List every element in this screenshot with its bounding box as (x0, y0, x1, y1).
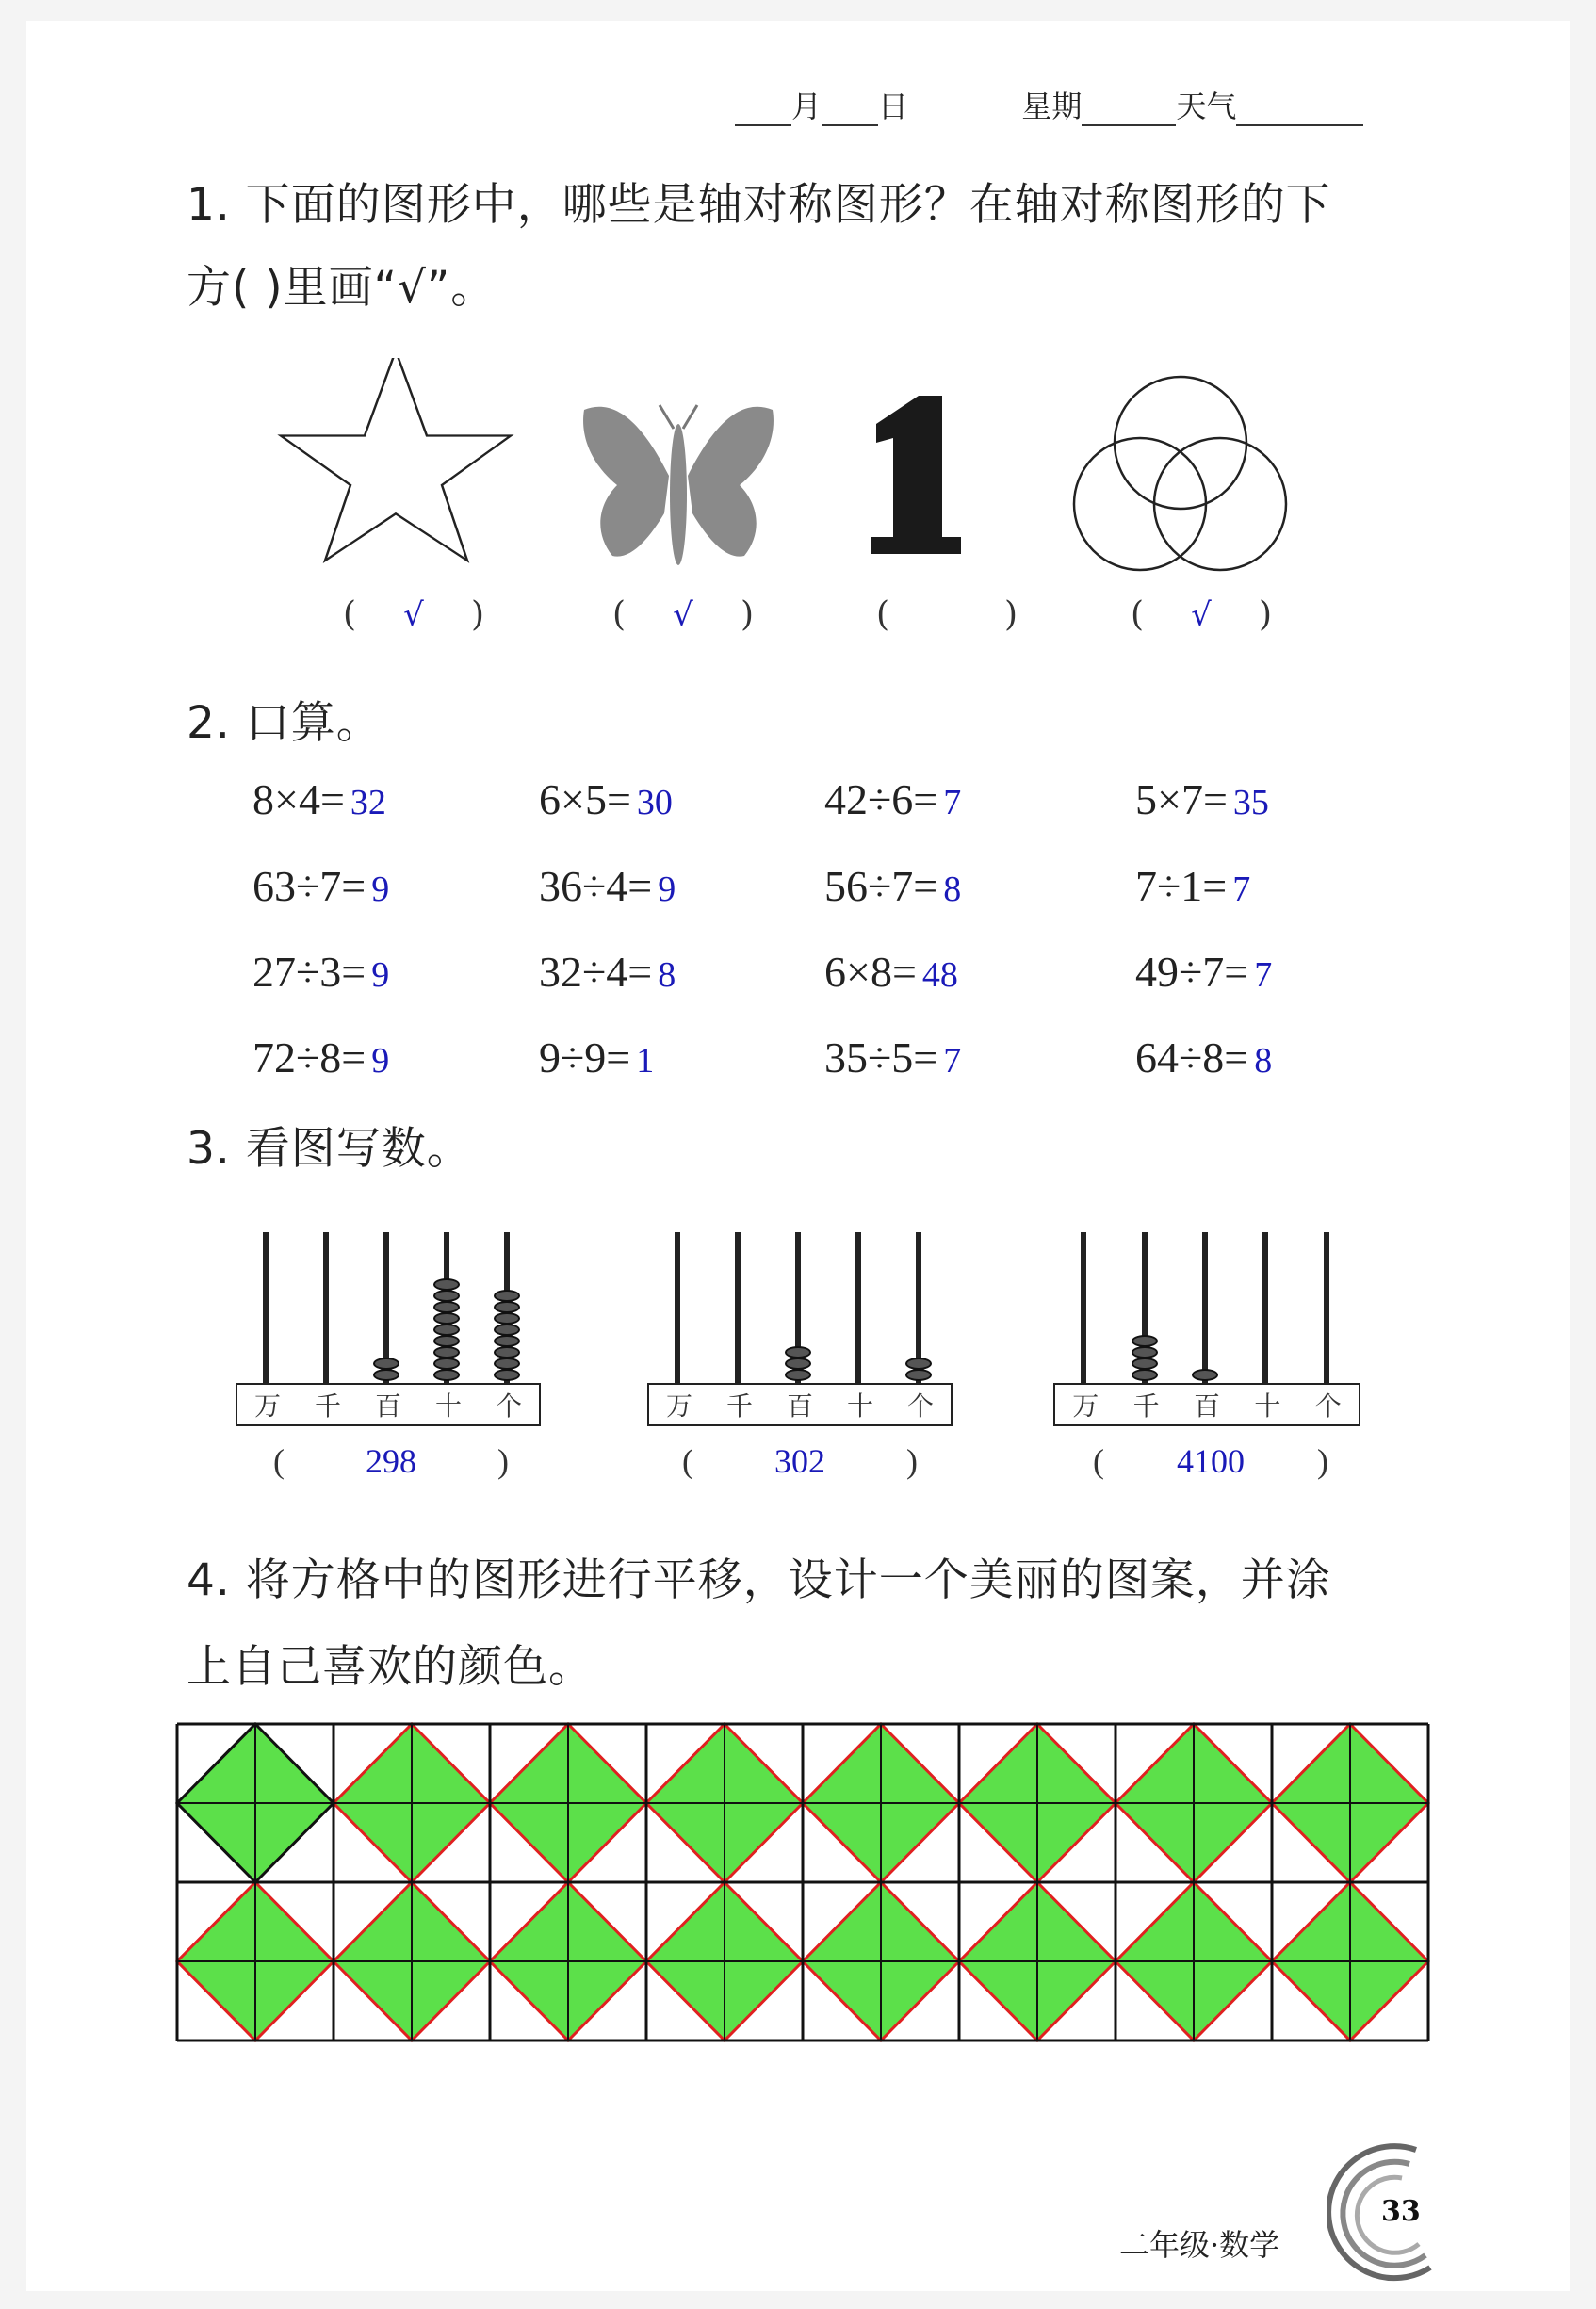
abacus-bead (785, 1358, 811, 1370)
q3-title: 3. 看图写数。 (187, 1123, 472, 1175)
paren-close: ) (497, 1442, 509, 1480)
footer-grade-subject: 二年级·数学 (1119, 2227, 1280, 2263)
day-blank[interactable] (822, 96, 878, 126)
star-answer-mark: √ (403, 595, 424, 634)
q4-pattern-grid[interactable] (175, 1722, 1430, 2042)
abacus-rod (323, 1232, 329, 1383)
place-label: 个 (495, 1390, 522, 1422)
page-number: 33 (1381, 2195, 1421, 2228)
date-header (735, 83, 1363, 126)
paren-close: ) (906, 1442, 918, 1480)
place-label: 千 (725, 1390, 753, 1422)
abacus-answer-value: 302 (774, 1442, 825, 1480)
abacus-bead (433, 1369, 460, 1381)
paren-open: ( (273, 1442, 285, 1480)
weekday-label: 星期 (1021, 89, 1083, 124)
q1-line1: 1. 下面的图形中，哪些是轴对称图形？在轴对称图形的下 (187, 179, 1331, 231)
calc-answer[interactable]: 35 (1232, 783, 1269, 822)
abacus-answer[interactable] (1093, 1441, 1328, 1481)
butterfly-answer-mark: √ (673, 595, 693, 634)
calc-item (1135, 861, 1250, 911)
calc-answer[interactable]: 7 (1254, 955, 1273, 995)
abacus-bead (373, 1358, 399, 1370)
calc-answer[interactable]: 9 (371, 955, 390, 995)
month-label: 月 (791, 89, 822, 124)
place-label: 百 (786, 1390, 813, 1422)
place-label: 万 (253, 1390, 281, 1422)
paren-close: ) (1003, 595, 1018, 634)
q2-title: 2. 口算。 (187, 697, 382, 749)
abacus-bead (433, 1312, 460, 1325)
three-circles-shape (1074, 377, 1286, 570)
calc-expression: 49÷7= (1135, 948, 1249, 996)
abacus-bead (494, 1312, 520, 1325)
calc-item (539, 947, 676, 997)
calc-answer[interactable]: 30 (636, 783, 673, 822)
q1-line2: 方( )里画“√”。 (187, 262, 497, 314)
day-label: 日 (878, 89, 909, 124)
abacus-answer[interactable] (682, 1441, 918, 1481)
calc-expression: 5×7= (1135, 775, 1228, 823)
abacus-bead (433, 1290, 460, 1302)
calc-item (824, 947, 958, 997)
calc-expression: 63÷7= (252, 862, 366, 910)
place-label: 十 (1254, 1390, 1281, 1422)
star-shape (281, 358, 511, 561)
weather-blank[interactable] (1236, 96, 1363, 126)
calc-item (252, 947, 389, 997)
calc-expression: 6×8= (824, 948, 917, 996)
calc-answer[interactable]: 8 (1254, 1041, 1273, 1081)
paren-close: ) (740, 595, 754, 634)
weather-label: 天气 (1176, 89, 1237, 124)
abacus-bead (1132, 1335, 1158, 1347)
calc-answer[interactable]: 9 (658, 870, 676, 909)
abacus-bead (433, 1358, 460, 1370)
abacus-bead (373, 1369, 399, 1381)
abacus-bead (494, 1369, 520, 1381)
abacus-rod (1262, 1232, 1268, 1383)
place-label: 十 (434, 1390, 462, 1422)
calc-expression: 6×5= (539, 775, 631, 823)
paren-open: ( (343, 595, 357, 634)
place-label: 百 (374, 1390, 401, 1422)
abacus-bead (433, 1301, 460, 1313)
month-blank[interactable] (735, 96, 791, 126)
calc-item (539, 1033, 654, 1082)
calc-answer[interactable]: 32 (350, 783, 386, 822)
abacus-base (236, 1383, 541, 1426)
place-label: 个 (906, 1390, 934, 1422)
abacus-rod (1202, 1232, 1208, 1383)
weekday-blank[interactable] (1082, 96, 1176, 126)
abacus-base (647, 1383, 953, 1426)
paren-open: ( (1131, 595, 1145, 634)
place-label: 百 (1193, 1390, 1220, 1422)
paren-open: ( (1093, 1442, 1104, 1480)
q4-line1: 4. 将方格中的图形进行平移，设计一个美丽的图案，并涂 (187, 1554, 1331, 1606)
calc-answer[interactable]: 7 (943, 783, 962, 822)
paren-open: ( (682, 1442, 693, 1480)
calc-answer[interactable]: 8 (943, 870, 962, 909)
calc-item (252, 861, 389, 911)
calc-item (824, 1033, 961, 1082)
calc-item (1135, 947, 1272, 997)
calc-item (539, 861, 676, 911)
abacus-bead (494, 1301, 520, 1313)
paren-open: ( (876, 595, 890, 634)
abacus-bead (494, 1358, 520, 1370)
paren-close: ) (1258, 595, 1272, 634)
calc-expression: 7÷1= (1135, 862, 1228, 910)
calc-expression: 35÷5= (824, 1033, 938, 1081)
paren-open: ( (612, 595, 627, 634)
abacus-bead (1132, 1358, 1158, 1370)
calc-expression: 8×4= (252, 775, 345, 823)
place-label: 万 (1072, 1390, 1099, 1422)
abacus-bead (785, 1369, 811, 1381)
three-circles-answer-mark: √ (1191, 595, 1212, 634)
number-one-answer[interactable] (876, 595, 1018, 634)
abacus-bead (1132, 1369, 1158, 1381)
calc-item (824, 774, 961, 824)
q4-line2: 上自己喜欢的颜色。 (187, 1641, 594, 1693)
place-label: 十 (846, 1390, 873, 1422)
calc-answer[interactable]: 7 (943, 1041, 962, 1081)
abacus-bead (494, 1335, 520, 1347)
abacus-rod (1324, 1232, 1329, 1383)
calc-item (252, 774, 386, 824)
butterfly-answer[interactable] (612, 595, 754, 634)
calc-answer[interactable]: 9 (371, 1041, 390, 1081)
calc-answer[interactable]: 9 (371, 870, 390, 909)
abacus-bead (1132, 1346, 1158, 1358)
calc-item (824, 861, 961, 911)
abacus-bead (433, 1324, 460, 1336)
place-label: 个 (1314, 1390, 1342, 1422)
abacus-bead (494, 1346, 520, 1358)
butterfly-shape (583, 405, 774, 565)
calc-expression: 32÷4= (539, 948, 653, 996)
star-answer[interactable] (343, 595, 484, 634)
number-one-shape (871, 396, 961, 554)
abacus-rod (1081, 1232, 1086, 1383)
calc-answer[interactable]: 48 (921, 955, 958, 995)
calc-expression: 42÷6= (824, 775, 938, 823)
calc-expression: 56÷7= (824, 862, 938, 910)
calc-answer[interactable]: 8 (658, 955, 676, 995)
abacus-base (1053, 1383, 1360, 1426)
calc-item (1135, 774, 1269, 824)
abacus-answer-value: 298 (366, 1442, 416, 1480)
abacus-answer[interactable] (273, 1441, 509, 1481)
q1-shapes (273, 358, 1319, 584)
calc-item (1135, 1033, 1272, 1082)
paren-close: ) (1317, 1442, 1328, 1480)
calc-expression: 72÷8= (252, 1033, 366, 1081)
calc-answer[interactable]: 1 (636, 1041, 655, 1081)
calc-item (252, 1033, 389, 1082)
calc-expression: 64÷8= (1135, 1033, 1249, 1081)
abacus-bead (1192, 1369, 1218, 1381)
abacus-bead (905, 1358, 932, 1370)
abacus-answer-value: 4100 (1177, 1442, 1245, 1480)
abacus-bead (494, 1324, 520, 1336)
abacus-rod (855, 1232, 861, 1383)
place-label: 千 (1132, 1390, 1160, 1422)
place-label: 万 (665, 1390, 692, 1422)
calc-expression: 9÷9= (539, 1033, 631, 1081)
place-label: 千 (314, 1390, 341, 1422)
calc-expression: 27÷3= (252, 948, 366, 996)
paren-close: ) (470, 595, 484, 634)
abacus-rod (675, 1232, 680, 1383)
abacus-bead (905, 1369, 932, 1381)
calc-item (539, 774, 673, 824)
abacus-bead (433, 1278, 460, 1291)
abacus-rod (263, 1232, 269, 1383)
abacus-bead (433, 1346, 460, 1358)
abacus-bead (494, 1290, 520, 1302)
calc-answer[interactable]: 7 (1232, 870, 1251, 909)
three-circles-answer[interactable] (1131, 595, 1272, 634)
abacus-bead (433, 1335, 460, 1347)
calc-expression: 36÷4= (539, 862, 653, 910)
abacus-bead (785, 1346, 811, 1358)
abacus-rod (735, 1232, 741, 1383)
